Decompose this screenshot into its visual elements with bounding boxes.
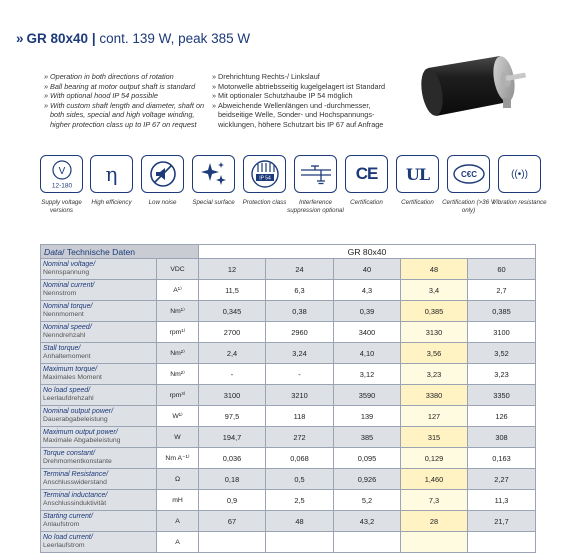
value-cell: 3400	[334, 322, 401, 343]
value-cell: 3380	[401, 385, 468, 406]
value-cell	[199, 532, 266, 553]
features-german	[212, 72, 402, 130]
feature-item: » Drehrichtung Rechts-/ Linkslauf	[212, 72, 402, 82]
value-cell	[266, 532, 334, 553]
unit-cell: Ω	[157, 469, 199, 490]
unit-cell: W¹⁾	[157, 406, 199, 427]
feature-item: » Mit optionaler Schutzhaube IP 54 möglich	[212, 91, 402, 101]
param-label: Nominal current/ Nennstrom	[41, 280, 157, 301]
param-label: Nominal voltage/ Nennspannung	[41, 259, 157, 280]
table-title: Data/ Technische Daten	[41, 245, 199, 259]
value-cell: 5,2	[334, 490, 401, 511]
svg-text:C€C: C€C	[460, 170, 477, 179]
param-label: Maximum torque/ Maximales Moment	[41, 364, 157, 385]
icon-tile-low-noise	[141, 155, 184, 207]
icon-tile-ul	[396, 155, 439, 207]
value-cell: 0,385	[468, 301, 536, 322]
value-cell: 11,3	[468, 490, 536, 511]
protection-class-icon	[249, 158, 281, 190]
csa-icon	[452, 162, 486, 186]
ul-icon: UL	[405, 164, 430, 184]
value-cell: 3130	[401, 322, 468, 343]
low-noise-icon	[148, 159, 178, 189]
value-cell: 3,4	[401, 280, 468, 301]
value-cell: 3,24	[266, 343, 334, 364]
param-label: Stall torque/ Anhaltemoment	[41, 343, 157, 364]
value-cell: 0,345	[199, 301, 266, 322]
value-cell: 385	[334, 427, 401, 448]
value-cell: 0,926	[334, 469, 401, 490]
icon-tile-voltage	[40, 155, 83, 214]
icon-tile-interference	[287, 155, 344, 214]
icon-caption: Low noise	[148, 199, 177, 206]
value-cell: 127	[401, 406, 468, 427]
value-cell: 6,3	[266, 280, 334, 301]
value-cell: 194,7	[199, 427, 266, 448]
param-label: Terminal inductance/ Anschlussinduktivität	[41, 490, 157, 511]
unit-cell: Nm²⁾	[157, 364, 199, 385]
value-cell	[334, 532, 401, 553]
icon-tile-vibration	[492, 155, 547, 207]
special-surface-icon	[199, 159, 229, 189]
feature-item: » Operation in both directions of rotation	[44, 72, 214, 82]
table-row	[41, 406, 536, 427]
value-cell: 2960	[266, 322, 334, 343]
param-label: No load speed/ Leerlaufdrehzahl	[41, 385, 157, 406]
value-cell: -	[266, 364, 334, 385]
value-cell: 21,7	[468, 511, 536, 532]
table-row	[41, 259, 536, 280]
icon-tile-efficiency	[90, 155, 133, 207]
table-row	[41, 385, 536, 406]
voltage-icon	[45, 158, 79, 190]
value-cell: 0,068	[266, 448, 334, 469]
value-cell: 67	[199, 511, 266, 532]
value-cell: 1,460	[401, 469, 468, 490]
value-cell: 4,3	[334, 280, 401, 301]
table-header-row	[41, 245, 536, 259]
value-cell: 2,4	[199, 343, 266, 364]
value-cell: 3590	[334, 385, 401, 406]
table-row	[41, 364, 536, 385]
chevron-icon: »	[16, 31, 22, 46]
table-body	[41, 259, 536, 553]
feature-item: » Motorwelle abtriebsseitig kugelgelagert ist Standard	[212, 82, 402, 92]
icon-tile-ce	[345, 155, 388, 207]
svg-text:IP 54: IP 54	[258, 175, 271, 182]
value-cell: 3100	[199, 385, 266, 406]
param-label: Torque constant/ Drehmomentkonstante	[41, 448, 157, 469]
table-row	[41, 469, 536, 490]
value-cell: 7,3	[401, 490, 468, 511]
value-cell: 118	[266, 406, 334, 427]
title-separator: |	[88, 31, 100, 46]
value-cell: 97,5	[199, 406, 266, 427]
value-cell: -	[199, 364, 266, 385]
value-cell: 0,9	[199, 490, 266, 511]
value-cell: 2,5	[266, 490, 334, 511]
icon-caption: Protection class	[242, 199, 287, 206]
value-cell: 0,095	[334, 448, 401, 469]
feature-item: » With optional hood IP 54 possible	[44, 91, 214, 101]
value-cell: 139	[334, 406, 401, 427]
value-cell: 3,23	[401, 364, 468, 385]
value-cell: 0,39	[334, 301, 401, 322]
value-cell: 3100	[468, 322, 536, 343]
param-label: No load current/ Leerlaufstrom	[41, 532, 157, 553]
icon-caption: High efficiency	[91, 199, 132, 206]
icon-caption: Interference suppression optional	[287, 199, 344, 214]
vibration-icon: ((•))	[511, 168, 528, 180]
value-cell: 3210	[266, 385, 334, 406]
value-cell: 48	[266, 511, 334, 532]
value-cell: 3,23	[468, 364, 536, 385]
value-cell: 126	[468, 406, 536, 427]
value-cell: 0,129	[401, 448, 468, 469]
unit-cell: rpm³⁾	[157, 385, 199, 406]
value-cell: 28	[401, 511, 468, 532]
param-label: Nominal output power/ Dauerabgabeleistung	[41, 406, 157, 427]
icon-caption: Vibration resistance	[492, 199, 547, 206]
table-row	[41, 490, 536, 511]
icon-caption: Certification (>36 V only)	[442, 199, 495, 214]
unit-cell: VDC	[157, 259, 199, 280]
value-cell: 11,5	[199, 280, 266, 301]
ce-icon: CE	[355, 164, 378, 183]
value-cell: 60	[468, 259, 536, 280]
value-cell: 2,27	[468, 469, 536, 490]
value-cell: 2700	[199, 322, 266, 343]
value-cell: 0,5	[266, 469, 334, 490]
value-cell	[468, 532, 536, 553]
feature-item: » With custom shaft length and diameter, shaft on both sides, special and high voltage winding, higher protection class up to IP 67 on request	[44, 101, 214, 130]
table-row	[41, 427, 536, 448]
efficiency-icon: η	[105, 162, 118, 186]
value-cell: 3,56	[401, 343, 468, 364]
unit-cell: Nm A⁻¹⁾	[157, 448, 199, 469]
unit-cell: Nm¹⁾	[157, 301, 199, 322]
icon-caption: Certification	[350, 199, 383, 206]
unit-cell: W	[157, 427, 199, 448]
unit-cell: A	[157, 532, 199, 553]
model-name: GR 80x40	[26, 31, 89, 46]
power-spec: cont. 139 W, peak 385 W	[99, 31, 251, 46]
value-cell: 272	[266, 427, 334, 448]
table-row	[41, 448, 536, 469]
svg-text:12-180: 12-180	[51, 182, 72, 190]
features-english	[44, 72, 214, 130]
param-label: Starting current/ Anlaufstrom	[41, 511, 157, 532]
unit-cell: A¹⁾	[157, 280, 199, 301]
table-row	[41, 532, 536, 553]
value-cell: 0,18	[199, 469, 266, 490]
value-cell: 315	[401, 427, 468, 448]
icon-tile-special-surface	[192, 155, 235, 207]
table-row	[41, 343, 536, 364]
value-cell: 43,2	[334, 511, 401, 532]
feature-item: » Abweichende Wellenlängen und -durchmesser, beidseitige Welle, Sonder- und Hochspannungswicklungen, höhere Schutzart bis IP 67 auf Anfrage	[212, 101, 402, 130]
icon-caption: Certification	[401, 199, 434, 206]
unit-cell: A	[157, 511, 199, 532]
param-label: Terminal Resistance/ Anschlusswiderstand	[41, 469, 157, 490]
unit-cell: rpm¹⁾	[157, 322, 199, 343]
value-cell: 12	[199, 259, 266, 280]
value-cell: 4,10	[334, 343, 401, 364]
table-model-header: GR 80x40	[199, 245, 536, 259]
value-cell: 308	[468, 427, 536, 448]
technical-data-table	[40, 244, 536, 553]
value-cell: 0,38	[266, 301, 334, 322]
value-cell: 0,163	[468, 448, 536, 469]
table-row	[41, 301, 536, 322]
param-label: Nominal speed/ Nenndrehzahl	[41, 322, 157, 343]
icon-caption: Supply voltage versions	[41, 199, 82, 214]
value-cell: 0,036	[199, 448, 266, 469]
value-cell: 3,12	[334, 364, 401, 385]
value-cell: 0,385	[401, 301, 468, 322]
icon-caption: Special surface	[192, 199, 235, 206]
table-row	[41, 280, 536, 301]
icon-tile-protection-class	[243, 155, 286, 207]
param-label: Nominal torque/ Nennmoment	[41, 301, 157, 322]
svg-text:V: V	[58, 166, 65, 177]
motor-image	[408, 54, 534, 124]
feature-item: » Ball bearing at motor output shaft is standard	[44, 82, 214, 92]
value-cell: 3,52	[468, 343, 536, 364]
table-row	[41, 511, 536, 532]
value-cell: 2,7	[468, 280, 536, 301]
page-title	[16, 31, 250, 46]
interference-suppression-icon	[299, 161, 333, 187]
value-cell: 24	[266, 259, 334, 280]
value-cell: 48	[401, 259, 468, 280]
table-row	[41, 322, 536, 343]
unit-cell: mH	[157, 490, 199, 511]
value-cell: 3350	[468, 385, 536, 406]
icon-tile-csa	[442, 155, 495, 214]
value-cell	[401, 532, 468, 553]
param-label: Maximum output power/ Maximale Abgabeleistung	[41, 427, 157, 448]
unit-cell: Nm²⁾	[157, 343, 199, 364]
value-cell: 40	[334, 259, 401, 280]
